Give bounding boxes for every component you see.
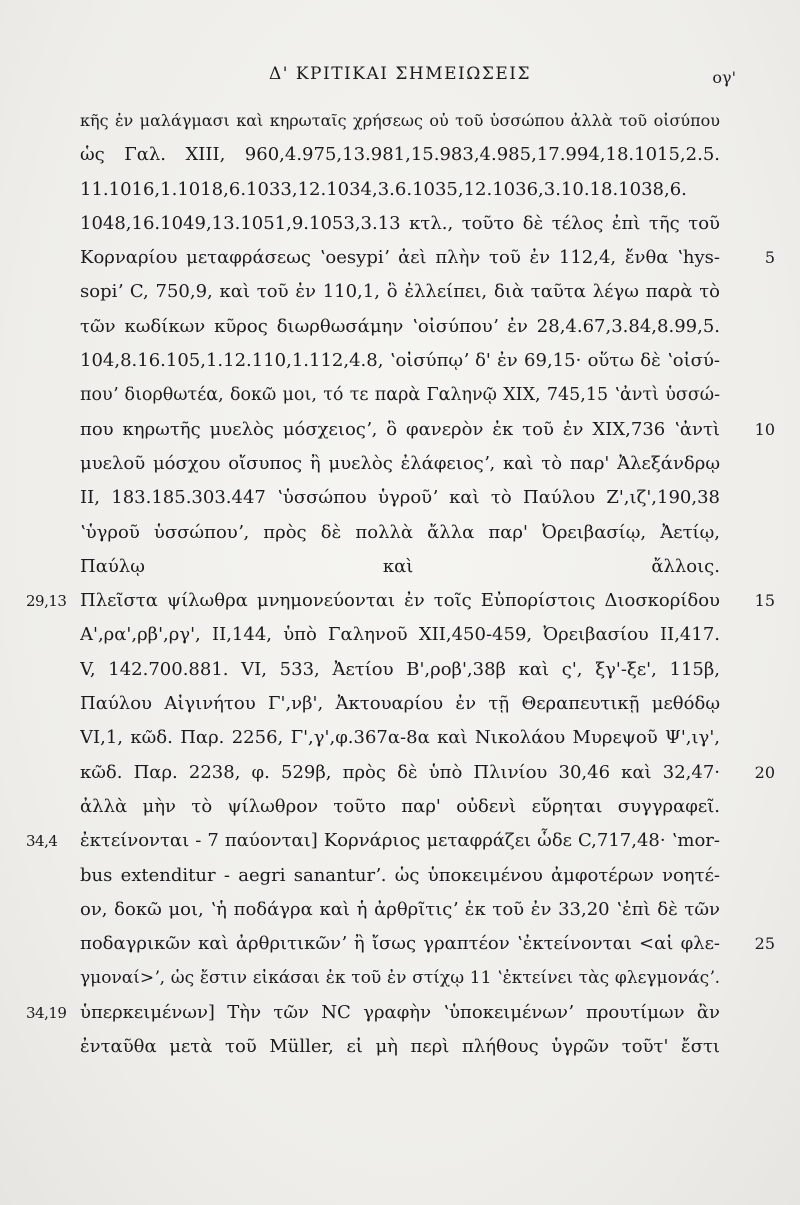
margin-reference: 34,4 bbox=[26, 832, 58, 851]
text-line bbox=[0, 310, 800, 344]
line-text: II, 183.185.303.447 ʽὑσσώπου ὑγροῦʼ καὶ τὸ Παύλου Ζ',ιζ',190,38 bbox=[80, 487, 720, 509]
line-number: 20 bbox=[754, 762, 775, 782]
line-text: ἐνταῦθα μετὰ τοῦ Müller, εἰ μὴ περὶ πλήθους ὑγρῶν τοῦτ' ἔστι bbox=[80, 1036, 720, 1058]
line-text: Παύλῳ καὶ ἄλλοις. bbox=[80, 555, 720, 577]
line-text: ἀλλὰ μὴν τὸ ψίλωθρον τοῦτο παρ' οὐδενὶ εὕρηται συγγραφεῖ. bbox=[80, 795, 720, 817]
line-text: ον, δοκῶ μοι, ʽἡ ποδάγρα καὶ ἡ ἀρθρῖτιςʼ ἐκ τοῦ ἐν 33,20 ʽἐπὶ δὲ τῶν bbox=[80, 898, 720, 920]
line-text: κῆς ἐν μαλάγμασι καὶ κηρωταῖς χρήσεως οὐ τοῦ ὑσσώπου ἀλλὰ τοῦ οἰσύπου bbox=[80, 111, 720, 130]
text-line bbox=[0, 687, 800, 721]
text-line bbox=[0, 893, 800, 927]
text-line bbox=[0, 584, 800, 618]
line-text: VI,1, κῶδ. Παρ. 2256, Γ',γ',φ.367α-8α καὶ Νικολάου Μυρεψοῦ Ψ',ιγ', bbox=[80, 727, 720, 749]
line-text: πουʼ διορθωτέα, δοκῶ μοι, τό τε παρὰ Γαληνῷ XIX, 745,15 ʽἀντὶ ὑσσώ- bbox=[80, 385, 720, 406]
line-text: που κηρωτῆς μυελὸς μόσχειοςʼ, ὃ φανερὸν ἐκ τοῦ ἐν XIX,736 ʽἀντὶ bbox=[80, 418, 720, 440]
text-line bbox=[0, 618, 800, 652]
line-text: sopiʼ C, 750,9, καὶ τοῦ ἐν 110,1, ὃ ἐλλείπει, διὰ ταῦτα λέγω παρὰ τὸ bbox=[80, 281, 720, 303]
line-text: 104,8.16.105,1.12.110,1.112,4.8, ʽοἰσύπῳʼ δ' ἐν 69,15· οὕτω δὲ ʽοἰσύ- bbox=[80, 350, 720, 372]
page-number: ογ' bbox=[712, 68, 736, 87]
line-text: ʽὑγροῦ ὑσσώπουʼ, πρὸς δὲ πολλὰ ἄλλα παρ' Ὀρειβασίῳ, Ἀετίῳ, bbox=[80, 521, 720, 543]
line-text: Πλεῖστα ψίλωθρα μνημονεύονται ἐν τοῖς Εὐπορίστοις Διοσκορίδου bbox=[80, 590, 720, 612]
line-text: Κορναρίου μεταφράσεως ʽoesypiʼ ἀεὶ πλὴν τοῦ ἐν 112,4, ἔνθα ʽhys- bbox=[80, 247, 720, 269]
running-title: Δ' ΚΡΙΤΙΚΑΙ ΣΗΜΕΙΩΣΕΙΣ bbox=[269, 64, 531, 84]
line-text: γμοναί>ʼ, ὡς ἔστιν εἰκάσαι ἐκ τοῦ ἐν στίχῳ 11 ʽἐκτείνει τὰς φλεγμονάςʼ. bbox=[80, 968, 720, 989]
text-line bbox=[0, 378, 800, 412]
text-line bbox=[0, 996, 800, 1030]
line-text: τῶν κωδίκων κῦρος διωρθωσάμην ʽοἰσύπουʼ ἐν 28,4.67,3.84,8.99,5. bbox=[80, 315, 720, 337]
text-line bbox=[0, 447, 800, 481]
text-line bbox=[0, 241, 800, 275]
text-line bbox=[0, 516, 800, 550]
text-line bbox=[0, 790, 800, 824]
text-line bbox=[0, 1030, 800, 1064]
line-text: ὡς Γαλ. XIII, 960,4.975,13.981,15.983,4.985,17.994,18.1015,2.5. bbox=[80, 144, 720, 166]
text-line bbox=[0, 721, 800, 755]
line-number: 15 bbox=[754, 591, 775, 611]
text-line bbox=[0, 756, 800, 790]
text-line bbox=[0, 275, 800, 309]
line-text: ποδαγρικῶν καὶ ἀρθριτικῶνʼ ἢ ἴσως γραπτέον ʽἐκτείνονται <αἱ φλε- bbox=[80, 933, 720, 955]
margin-reference: 34,19 bbox=[26, 1003, 67, 1022]
line-text: V, 142.700.881. VI, 533, Ἀετίου Β',ροβ',38β καὶ ς', ξγ'-ξε', 115β, bbox=[80, 658, 720, 680]
line-number: 25 bbox=[754, 934, 775, 954]
text-line bbox=[0, 173, 800, 207]
line-text: ὑπερκειμένων] Τὴν τῶν NC γραφὴν ʽὑποκειμένωνʼ προυτίμων ἂν bbox=[80, 1001, 720, 1023]
text-line bbox=[0, 138, 800, 172]
body-text bbox=[0, 104, 800, 1064]
line-text: Παύλου Αἰγινήτου Γ',νβ', Ἀκτουαρίου ἐν τῇ Θεραπευτικῇ μεθόδῳ bbox=[80, 693, 720, 715]
text-line bbox=[0, 859, 800, 893]
text-line bbox=[0, 550, 800, 584]
text-line bbox=[0, 824, 800, 858]
line-text: ἐκτείνονται - 7 παύονται] Κορνάριος μεταφράζει ὧδε C,717,48· ʽmor- bbox=[80, 830, 720, 852]
line-text: κῶδ. Παρ. 2238, φ. 529β, πρὸς δὲ ὑπὸ Πλινίου 30,46 καὶ 32,47· bbox=[80, 761, 720, 783]
line-text: Α',ρα',ρβ',ργ', II,144, ὑπὸ Γαληνοῦ XII,450-459, Ὀρειβασίου II,417. bbox=[80, 624, 720, 646]
margin-reference: 29,13 bbox=[26, 592, 67, 611]
running-header bbox=[0, 60, 800, 90]
text-line bbox=[0, 413, 800, 447]
text-line bbox=[0, 653, 800, 687]
line-text: 11.1016,1.1018,6.1033,12.1034,3.6.1035,12.1036,3.10.18.1038,6. bbox=[80, 178, 687, 200]
line-text: 1048,16.1049,13.1051,9.1053,3.13 κτλ., τοῦτο δὲ τέλος ἐπὶ τῆς τοῦ bbox=[80, 212, 720, 234]
text-line bbox=[0, 481, 800, 515]
text-line bbox=[0, 207, 800, 241]
text-line bbox=[0, 344, 800, 378]
line-number: 5 bbox=[764, 248, 775, 268]
text-line bbox=[0, 927, 800, 961]
line-number: 10 bbox=[754, 419, 775, 439]
line-text: bus extenditur - aegri sananturʼ. ὡς ὑποκειμένου ἀμφοτέρων νοητέ- bbox=[80, 864, 720, 886]
line-text: μυελοῦ μόσχου οἴσυπος ἢ μυελὸς ἐλάφειοςʼ, καὶ τὸ παρ' Ἀλεξάνδρῳ bbox=[80, 452, 720, 474]
text-line bbox=[0, 104, 800, 138]
text-line bbox=[0, 961, 800, 995]
